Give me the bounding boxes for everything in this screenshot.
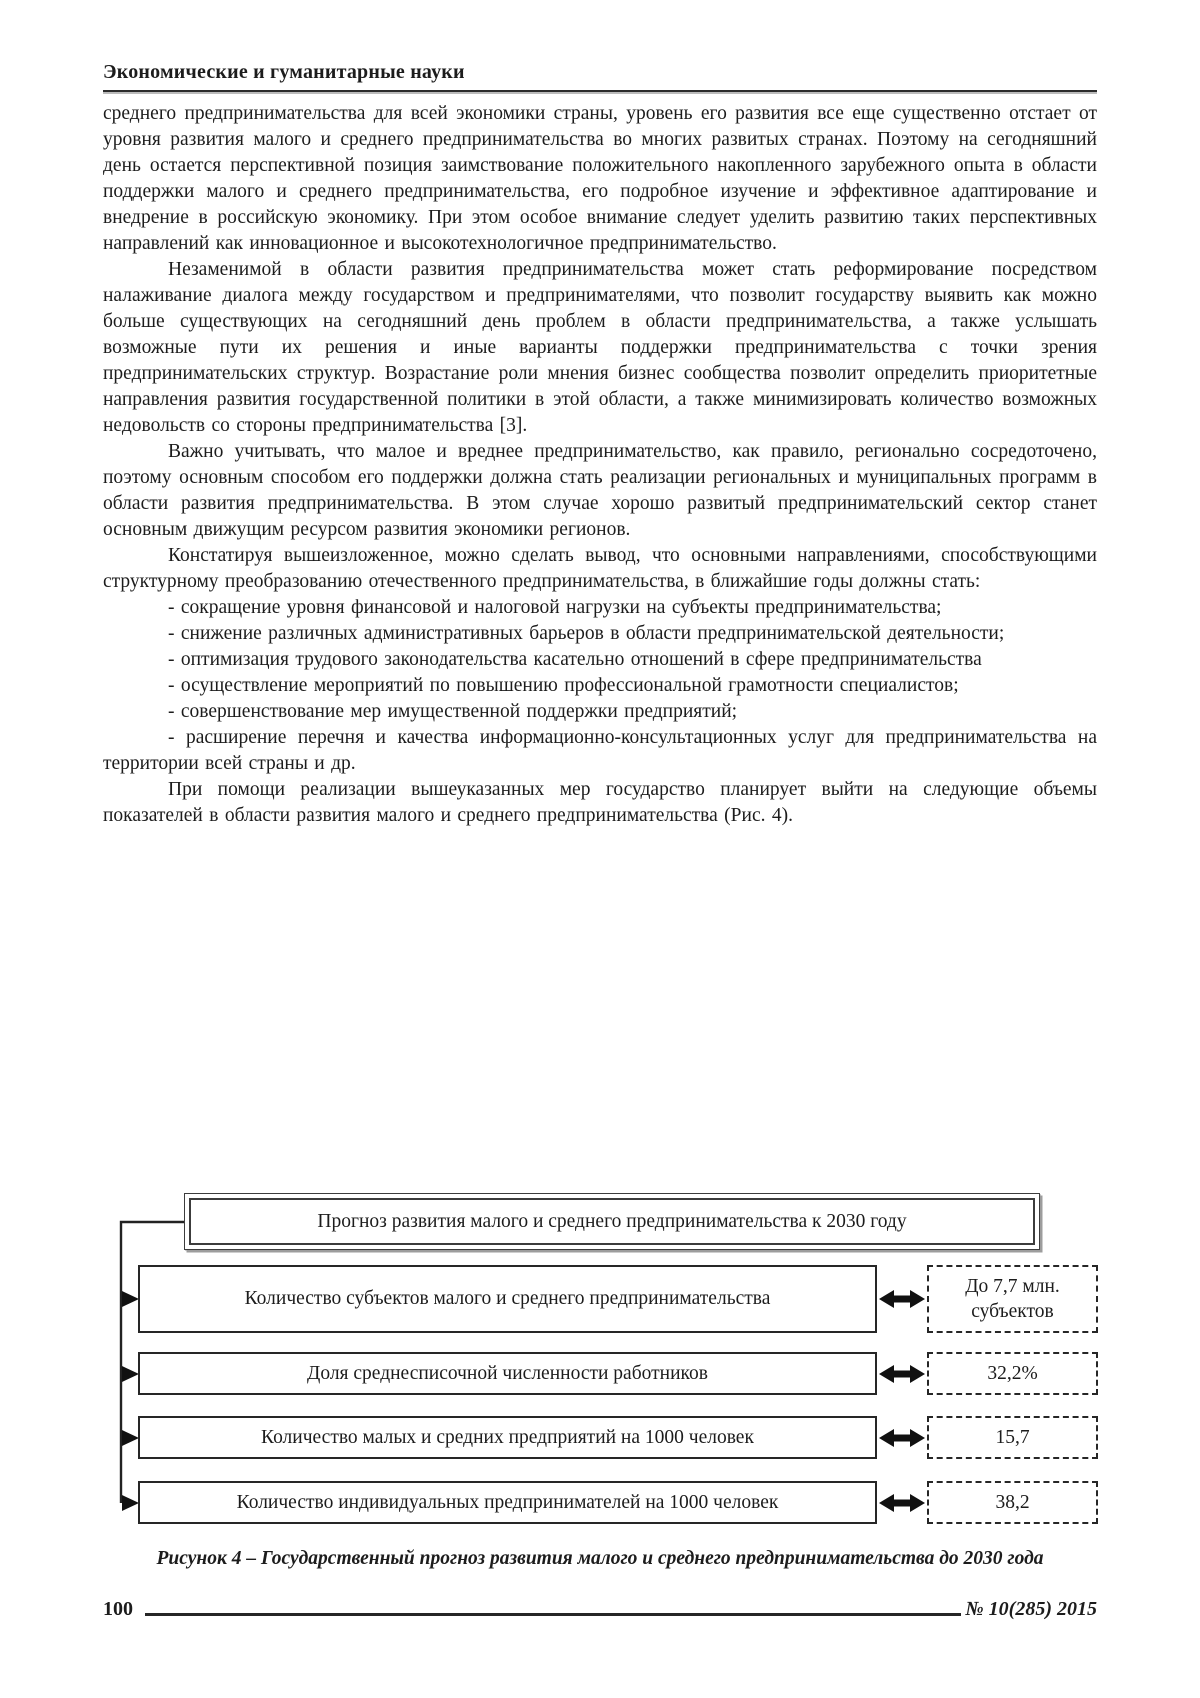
target-value-label: До 7,7 млн. субъектов xyxy=(965,1275,1060,1322)
target-value-box xyxy=(927,1481,1098,1524)
list-paragraph: - оптимизация трудового законодательства касательно отношений в сфере предпринимательства xyxy=(168,649,982,670)
journal-section-header xyxy=(103,61,1097,92)
figure-title-box xyxy=(184,1193,1040,1250)
arrow-right-icon xyxy=(122,1366,139,1382)
double-arrow-icon xyxy=(879,1290,925,1308)
double-arrow-icon xyxy=(879,1494,925,1512)
list-paragraph: - сокращение уровня финансовой и налоговой нагрузки на субъекты предпринимательства; xyxy=(168,597,942,618)
list-paragraph: - осуществление мероприятий по повышению профессиональной грамотности специалистов; xyxy=(168,675,959,696)
list-paragraph: - совершенствование мер имущественной поддержки предприятий; xyxy=(168,701,738,722)
figure-title-label: Прогноз развития малого и среднего предпринимательства к 2030 году xyxy=(189,1198,1035,1245)
article-text xyxy=(103,101,1097,829)
arrow-right-icon xyxy=(122,1291,139,1307)
paragraph: При помощи реализации вышеуказанных мер государство планирует выйти на следующие объемы показателей в области развития малого и среднего предпринимательства (Рис. 4). xyxy=(103,779,1097,826)
paragraph: Констатируя вышеизложенное, можно сделать вывод, что основными направлениями, способствующими структурному преобразованию отечественного предпринимательства, в ближайшие годы должны стать: xyxy=(103,545,1097,592)
paragraph: среднего предпринимательства для всей экономики страны, уровень его развития все еще существенно отстает от уровня развития малого и среднего предпринимательства во многих развитых странах. Поэтому на сегодняшний день остается перспективной позиция заимствование положительного накопленного зарубежного опыта в области поддержки малого и среднего предпринимательства, его подробное изучение и эффективное адаптирование и внедрение в российскую экономику. При этом особое внимание следует уделить развитию таких перспективных направлений как инновационное и высокотехнологичное предпринимательство. xyxy=(103,103,1097,254)
arrow-right-icon xyxy=(122,1495,139,1511)
arrow-right-icon xyxy=(122,1430,139,1446)
double-arrow-icon xyxy=(879,1429,925,1447)
figure-caption: Рисунок 4 – Государственный прогноз развития малого и среднего предпринимательства до 2030 года xyxy=(156,1548,1044,1569)
target-value-box xyxy=(927,1352,1098,1395)
indicator-label: Количество малых и средних предприятий на 1000 человек xyxy=(261,1426,754,1448)
indicator-label: Количество субъектов малого и среднего предпринимательства xyxy=(244,1288,771,1309)
indicator-box xyxy=(138,1265,877,1333)
target-value-label: 15,7 xyxy=(995,1426,1030,1448)
page-footer xyxy=(103,1598,1097,1621)
paragraph: Важно учитывать, что малое и вреднее предпринимательство, как правило, регионально сосредоточено, поэтому основным способом его поддержки должна стать реализации региональных и муниципальных программ в области развития предпринимательства. В этом случае хорошо развитый предпринимательский сектор станет основным движущим ресурсом развития экономики регионов. xyxy=(103,441,1097,540)
issue-label: № 10(285) 2015 xyxy=(965,1598,1097,1620)
double-arrow-icon xyxy=(879,1365,925,1383)
list-paragraph: - снижение различных административных барьеров в области предпринимательской деятельности; xyxy=(168,623,1005,644)
target-value-label: 32,2% xyxy=(987,1362,1038,1384)
indicator-box xyxy=(138,1352,877,1395)
target-value-box xyxy=(927,1416,1098,1459)
target-value-label: 38,2 xyxy=(995,1491,1030,1513)
indicator-box xyxy=(138,1416,877,1459)
indicator-label: Доля среднесписочной численности работников xyxy=(307,1362,708,1384)
indicator-box xyxy=(138,1481,877,1524)
footer-rule xyxy=(145,1613,961,1616)
indicator-label: Количество индивидуальных предпринимателей на 1000 человек xyxy=(236,1491,779,1513)
paragraph: Незаменимой в области развития предпринимательства может стать реформирование посредством налаживание диалога между государством и предпринимателями, что позволит государству выявить как можно больше существующих на сегодняшний день проблем в области предпринимательства, а также услышать возможные пути их решения и иные варианты поддержки предпринимательства с точки зрения предпринимательских структур. Возрастание роли мнения бизнес сообщества позволит определить приоритетные направления развития государственной политики в этой области, а также минимизировать количество возможных недовольств со стороны предпринимательства [3]. xyxy=(103,259,1097,436)
section-title: Экономические и гуманитарные науки xyxy=(103,61,465,83)
figure-diagram xyxy=(95,1185,1105,1535)
page-number: 100 xyxy=(103,1598,133,1620)
list-paragraph: - расширение перечня и качества информационно-консультационных услуг для предпринимательства на территории всей страны и др. xyxy=(103,727,1097,774)
target-value-box xyxy=(927,1265,1098,1333)
